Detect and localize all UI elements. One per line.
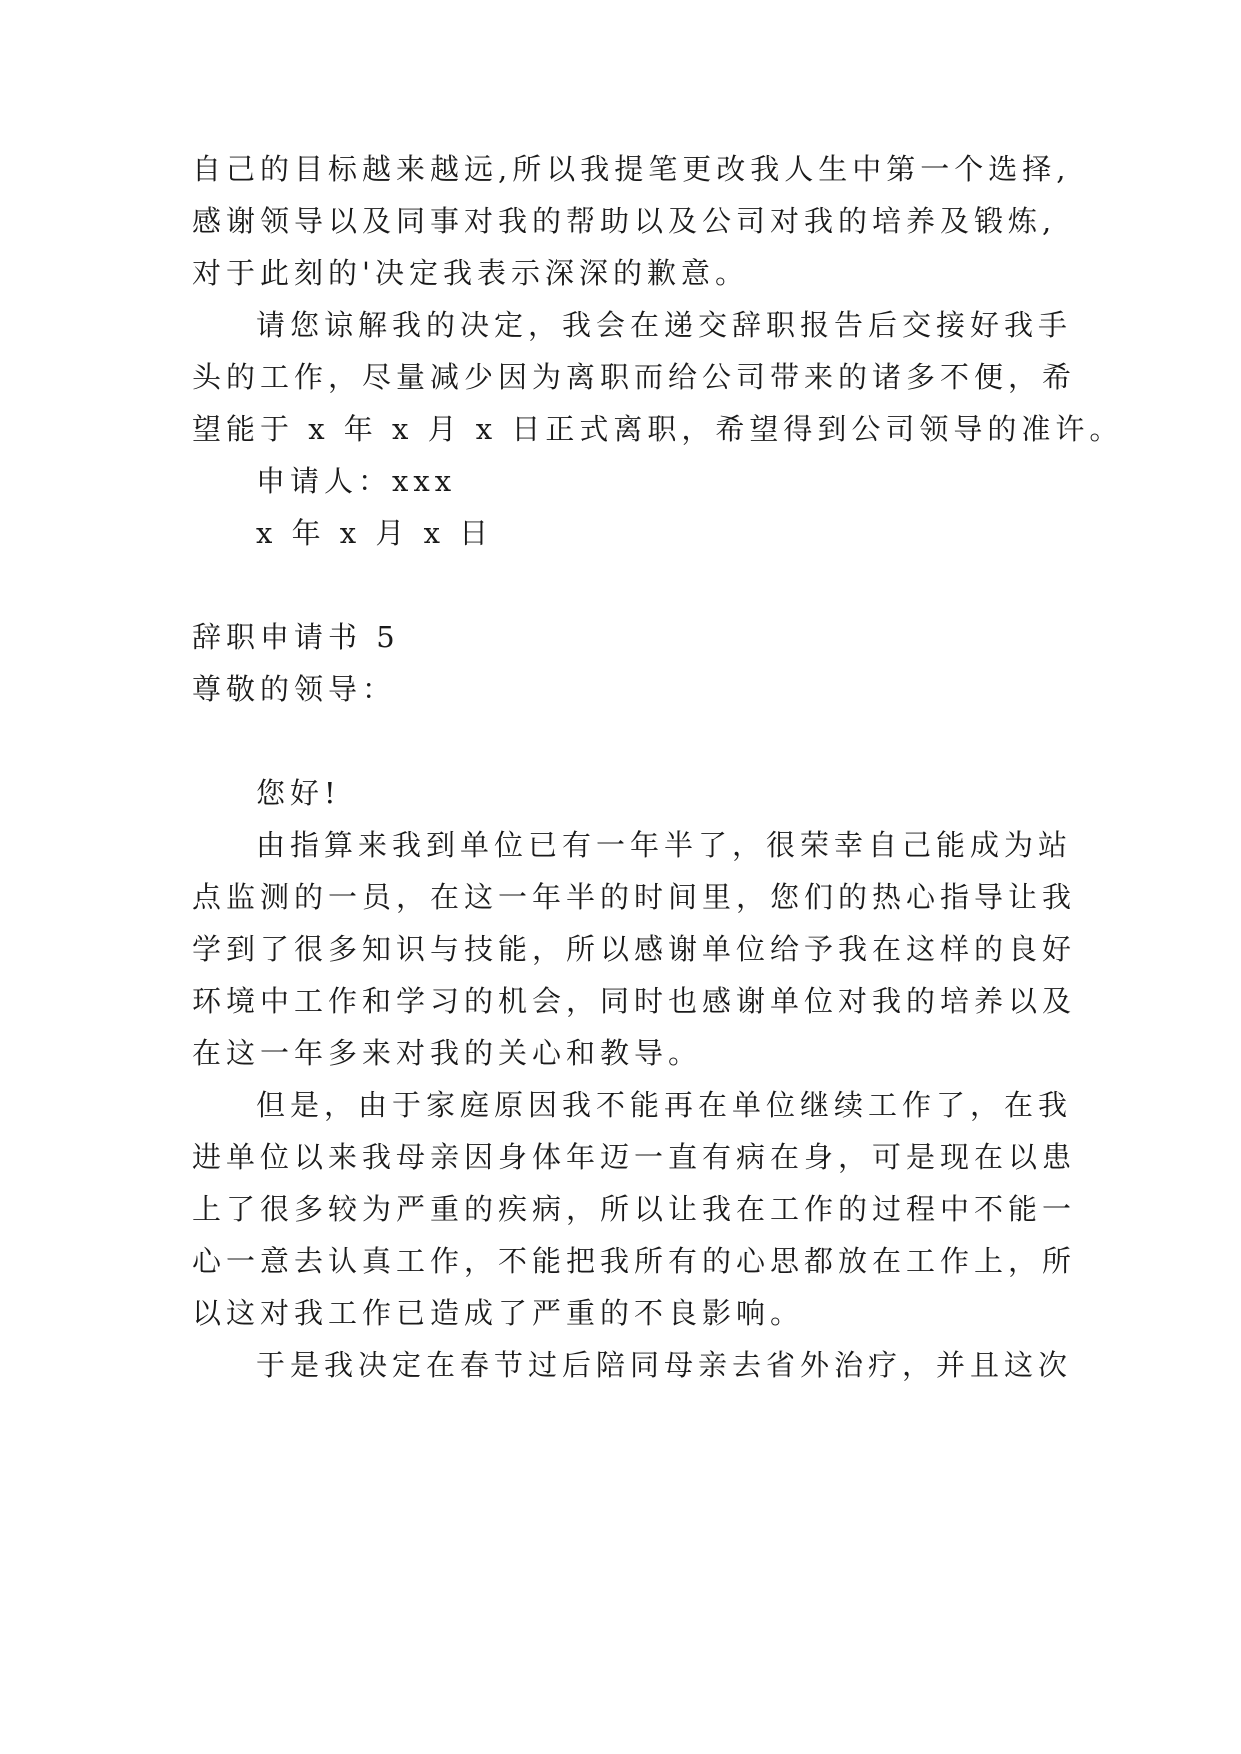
- paragraph-line: 于是我决定在春节过后陪同母亲去省外治疗，并且这次: [256, 1348, 1073, 1382]
- paragraph-line: 自己的目标越来越远,所以我提笔更改我人生中第一个选择,: [192, 152, 1071, 186]
- paragraph-line: 在这一年多来对我的关心和教导。: [192, 1036, 703, 1070]
- date-line: x 年 x 月 x 日: [256, 516, 494, 550]
- paragraph-line: 进单位以来我母亲因身体年迈一直有病在身，可是现在以患: [192, 1140, 1077, 1174]
- paragraph-line: 以这对我工作已造成了严重的不良影响。: [192, 1296, 805, 1330]
- paragraph-line: 心一意去认真工作，不能把我所有的心思都放在工作上，所: [192, 1244, 1077, 1278]
- applicant-line: 申请人：xxx: [256, 464, 457, 498]
- paragraph-line: 望能于 x 年 x 月 x 日正式离职，希望得到公司领导的准许。: [192, 412, 1124, 446]
- greeting: 您好!: [256, 776, 341, 810]
- paragraph-line: 头的工作，尽量减少因为离职而给公司带来的诸多不便，希: [192, 360, 1077, 394]
- salutation: 尊敬的领导：: [192, 672, 397, 706]
- paragraph-line: 上了很多较为严重的疾病，所以让我在工作的过程中不能一: [192, 1192, 1077, 1226]
- paragraph-line: 请您谅解我的决定，我会在递交辞职报告后交接好我手: [256, 308, 1073, 342]
- paragraph-line: 感谢领导以及同事对我的帮助以及公司对我的培养及锻炼,: [192, 204, 1057, 238]
- paragraph-line: 学到了很多知识与技能，所以感谢单位给予我在这样的良好: [192, 932, 1077, 966]
- paragraph-line: 对于此刻的'决定我表示深深的歉意。: [192, 256, 749, 290]
- paragraph-line: 环境中工作和学习的机会，同时也感谢单位对我的培养以及: [192, 984, 1077, 1018]
- paragraph-line: 但是，由于家庭原因我不能再在单位继续工作了，在我: [256, 1088, 1073, 1122]
- paragraph-line: 由指算来我到单位已有一年半了，很荣幸自己能成为站: [256, 828, 1073, 862]
- section-title: 辞职申请书 5: [192, 620, 400, 654]
- paragraph-line: 点监测的一员，在这一年半的时间里，您们的热心指导让我: [192, 880, 1077, 914]
